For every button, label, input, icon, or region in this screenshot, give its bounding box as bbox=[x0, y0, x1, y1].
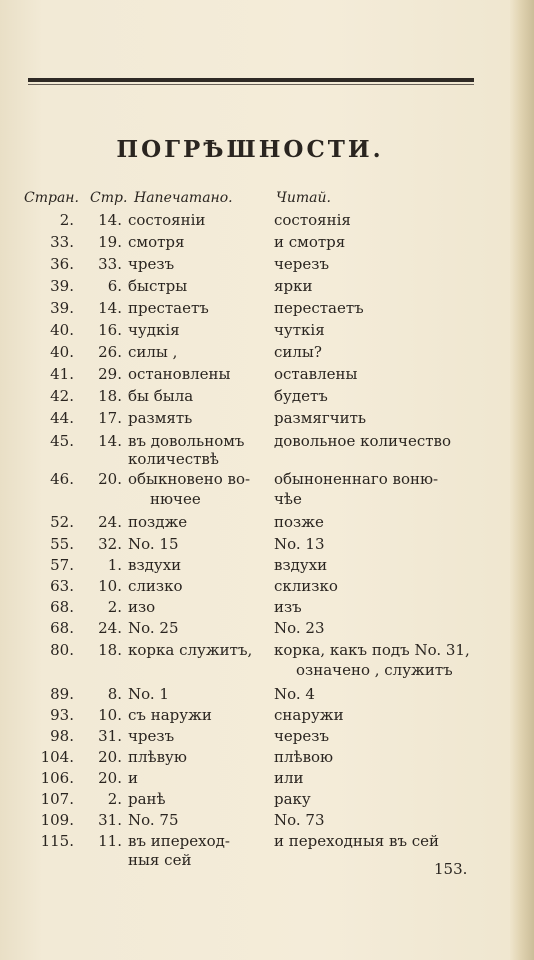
table-row bbox=[0, 363, 510, 385]
row-printed: чрезъ bbox=[128, 727, 175, 745]
row-page: 2. bbox=[59, 211, 74, 229]
row-line: 29. bbox=[98, 365, 122, 383]
row-printed: поздже bbox=[128, 513, 188, 531]
table-row bbox=[0, 511, 510, 533]
table-row bbox=[0, 297, 510, 319]
row-printed-cont: ныя сей bbox=[128, 851, 192, 869]
row-printed: престаетъ bbox=[128, 299, 209, 317]
row-printed: смотря bbox=[128, 233, 185, 251]
row-line: 2. bbox=[107, 598, 122, 616]
row-page: 63. bbox=[50, 577, 74, 595]
row-line: 24. bbox=[98, 619, 122, 637]
row-page: 109. bbox=[40, 811, 74, 829]
table-row bbox=[0, 683, 510, 705]
row-printed: No. 75 bbox=[128, 811, 179, 829]
table-row bbox=[0, 704, 510, 726]
row-printed: силы , bbox=[128, 343, 178, 361]
header-read: Читай. bbox=[276, 190, 331, 206]
table-row bbox=[0, 533, 510, 555]
row-read: корка, какъ подъ No. 31, bbox=[274, 641, 470, 659]
table-row bbox=[0, 809, 510, 831]
row-page: 68. bbox=[50, 598, 74, 616]
row-read: обыноненнаго воню- bbox=[274, 470, 439, 488]
row-page: 45. bbox=[50, 432, 74, 450]
row-printed: No. 25 bbox=[128, 619, 179, 637]
row-page: 68. bbox=[50, 619, 74, 637]
row-read: и переходныя въ сей bbox=[274, 832, 440, 850]
row-printed: въ довольномъ bbox=[128, 432, 245, 450]
table-row-continuation bbox=[0, 448, 510, 470]
table-row bbox=[0, 554, 510, 576]
table-row bbox=[0, 596, 510, 618]
row-read: вздухи bbox=[274, 556, 328, 574]
row-printed-cont: нючее bbox=[150, 490, 201, 508]
row-printed-cont: количествѣ bbox=[128, 450, 219, 468]
table-row-continuation bbox=[0, 488, 510, 510]
row-read: чуткія bbox=[274, 321, 325, 339]
row-line: 31. bbox=[98, 811, 122, 829]
row-page: 104. bbox=[40, 748, 74, 766]
row-line: 24. bbox=[98, 513, 122, 531]
row-printed: состояніи bbox=[128, 211, 206, 229]
row-read: No. 13 bbox=[274, 535, 325, 553]
row-printed: съ наружи bbox=[128, 706, 212, 724]
row-printed: вздухи bbox=[128, 556, 182, 574]
row-printed: остановлены bbox=[128, 365, 231, 383]
row-line: 31. bbox=[98, 727, 122, 745]
row-line: 1. bbox=[107, 556, 122, 574]
table-row bbox=[0, 767, 510, 789]
row-printed: чрезъ bbox=[128, 255, 175, 273]
row-read: или bbox=[274, 769, 304, 787]
row-line: 18. bbox=[98, 387, 122, 405]
row-read: склизко bbox=[274, 577, 338, 595]
table-row bbox=[0, 788, 510, 810]
page-title: ПОГРѢШНОСТИ. bbox=[116, 136, 384, 163]
row-page: 107. bbox=[40, 790, 74, 808]
row-line: 14. bbox=[98, 432, 122, 450]
row-line: 33. bbox=[98, 255, 122, 273]
row-line: 18. bbox=[98, 641, 122, 659]
row-read-cont: означено , служитъ bbox=[296, 661, 453, 679]
row-line: 20. bbox=[98, 769, 122, 787]
table-row bbox=[0, 639, 510, 661]
row-read: раку bbox=[274, 790, 311, 808]
row-page: 52. bbox=[50, 513, 74, 531]
row-read: черезъ bbox=[274, 727, 329, 745]
table-row bbox=[0, 746, 510, 768]
row-page: 39. bbox=[50, 277, 74, 295]
table-row bbox=[0, 231, 510, 253]
row-printed: корка служитъ, bbox=[128, 641, 253, 659]
row-line: 32. bbox=[98, 535, 122, 553]
row-page: 93. bbox=[50, 706, 74, 724]
row-line: 19. bbox=[98, 233, 122, 251]
row-read: черезъ bbox=[274, 255, 329, 273]
row-read: No. 23 bbox=[274, 619, 325, 637]
row-read: оставлены bbox=[274, 365, 358, 383]
row-page: 80. bbox=[50, 641, 74, 659]
row-page: 40. bbox=[50, 321, 74, 339]
row-line: 17. bbox=[98, 409, 122, 427]
row-read: размягчить bbox=[274, 409, 367, 427]
row-printed: размять bbox=[128, 409, 193, 427]
row-printed: No. 15 bbox=[128, 535, 179, 553]
table-row bbox=[0, 253, 510, 275]
row-line: 8. bbox=[107, 685, 122, 703]
row-read: No. 73 bbox=[274, 811, 325, 829]
header-line: Стр. bbox=[90, 190, 128, 206]
table-row bbox=[0, 319, 510, 341]
row-printed: чудкія bbox=[128, 321, 180, 339]
row-printed: и bbox=[128, 769, 138, 787]
row-printed: въ ипереход- bbox=[128, 832, 230, 850]
row-read: изъ bbox=[274, 598, 302, 616]
row-read-cont: чѣе bbox=[274, 490, 302, 508]
page-number: 153. bbox=[434, 860, 468, 878]
row-printed: плѣвую bbox=[128, 748, 187, 766]
row-line: 10. bbox=[98, 577, 122, 595]
row-page: 44. bbox=[50, 409, 74, 427]
top-rule-thin bbox=[28, 84, 474, 85]
row-printed: ранѣ bbox=[128, 790, 166, 808]
row-line: 26. bbox=[98, 343, 122, 361]
table-row bbox=[0, 341, 510, 363]
row-printed: изо bbox=[128, 598, 156, 616]
table-header bbox=[0, 187, 510, 209]
row-printed: быстры bbox=[128, 277, 188, 295]
table-row bbox=[0, 725, 510, 747]
row-page: 33. bbox=[50, 233, 74, 251]
row-read: плѣвою bbox=[274, 748, 334, 766]
row-line: 14. bbox=[98, 299, 122, 317]
header-page: Стран. bbox=[24, 190, 79, 206]
row-page: 41. bbox=[50, 365, 74, 383]
row-page: 46. bbox=[50, 470, 74, 488]
table-row bbox=[0, 209, 510, 231]
row-line: 10. bbox=[98, 706, 122, 724]
row-read: ярки bbox=[274, 277, 313, 295]
page-spine-shadow bbox=[510, 0, 534, 960]
top-rule-thick bbox=[28, 78, 474, 82]
row-page: 115. bbox=[40, 832, 74, 850]
row-printed: бы была bbox=[128, 387, 194, 405]
row-read: позже bbox=[274, 513, 324, 531]
row-line: 20. bbox=[98, 470, 122, 488]
row-page: 57. bbox=[50, 556, 74, 574]
row-page: 40. bbox=[50, 343, 74, 361]
row-printed: слизко bbox=[128, 577, 183, 595]
row-page: 42. bbox=[50, 387, 74, 405]
row-page: 106. bbox=[40, 769, 74, 787]
table-row bbox=[0, 617, 510, 639]
table-row bbox=[0, 385, 510, 407]
row-page: 89. bbox=[50, 685, 74, 703]
row-line: 20. bbox=[98, 748, 122, 766]
row-read: No. 4 bbox=[274, 685, 315, 703]
row-line: 2. bbox=[107, 790, 122, 808]
row-read: будетъ bbox=[274, 387, 328, 405]
row-page: 39. bbox=[50, 299, 74, 317]
row-printed: обыкновено во- bbox=[128, 470, 251, 488]
row-line: 11. bbox=[98, 832, 122, 850]
row-page: 55. bbox=[50, 535, 74, 553]
row-page: 98. bbox=[50, 727, 74, 745]
table-row bbox=[0, 468, 510, 490]
row-read: состоянія bbox=[274, 211, 351, 229]
row-read: снаружи bbox=[274, 706, 344, 724]
row-line: 16. bbox=[98, 321, 122, 339]
row-page: 36. bbox=[50, 255, 74, 273]
header-printed: Напечатано. bbox=[134, 190, 233, 206]
table-row bbox=[0, 407, 510, 429]
row-read: силы? bbox=[274, 343, 322, 361]
row-read: и смотря bbox=[274, 233, 346, 251]
row-printed: No. 1 bbox=[128, 685, 169, 703]
row-read: довольное количество bbox=[274, 432, 452, 450]
row-read: перестаетъ bbox=[274, 299, 364, 317]
table-row bbox=[0, 575, 510, 597]
table-row bbox=[0, 275, 510, 297]
row-line: 6. bbox=[107, 277, 122, 295]
row-line: 14. bbox=[98, 211, 122, 229]
table-row-continuation bbox=[0, 659, 510, 681]
